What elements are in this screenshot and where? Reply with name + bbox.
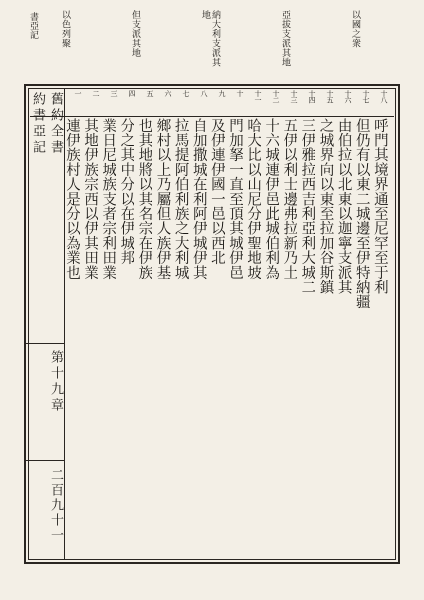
verse-number: 九 bbox=[218, 90, 226, 97]
text-column: 自加撒城在利阿伊城伊其 bbox=[190, 118, 207, 280]
text-column: 由伯拉以北東以迦寧支派其 bbox=[335, 118, 352, 295]
top-note: 以色列聚 bbox=[60, 10, 70, 48]
verse-number: 十二 bbox=[272, 90, 280, 103]
text-column: 其地伊族宗西以伊其田業 bbox=[82, 118, 99, 280]
book-title: 舊約全書 bbox=[48, 92, 63, 156]
verse-number-row bbox=[30, 88, 394, 117]
verse-number: 三 bbox=[110, 90, 118, 97]
text-column: 業日尼城族支者宗利田業 bbox=[100, 118, 117, 280]
verse-number: 一 bbox=[74, 90, 82, 97]
verse-number: 七 bbox=[182, 90, 190, 97]
verse-number: 十四 bbox=[308, 90, 316, 103]
verse-number: 十五 bbox=[326, 90, 334, 103]
verse-number: 八 bbox=[200, 90, 208, 97]
text-column: 連伊族村人是分以為業也 bbox=[64, 118, 80, 280]
text-column: 也其地將以其名宗在伊族 bbox=[136, 118, 153, 280]
outer-annotation: 書亞記 bbox=[28, 12, 38, 39]
text-column: 分之其中分以在伊城邦 bbox=[118, 118, 135, 265]
top-annotations bbox=[60, 10, 360, 78]
text-column: 五伊以利士邊弗拉新乃土 bbox=[281, 118, 298, 280]
text-column: 門加拏一直至頂其城伊邑 bbox=[226, 118, 243, 280]
verse-number: 十三 bbox=[290, 90, 298, 103]
margin-divider bbox=[26, 343, 64, 344]
verse-number: 十六 bbox=[344, 90, 352, 103]
text-column: 但仍有以東二城邊至伊特納疆 bbox=[353, 118, 370, 310]
verse-number: 四 bbox=[128, 90, 136, 97]
text-column: 十六城連伊邑此城伯利為 bbox=[263, 118, 280, 280]
verse-number: 五 bbox=[146, 90, 154, 97]
verse-number: 十八 bbox=[380, 90, 388, 103]
text-column: 拉馬提阿伯利族之大利城 bbox=[172, 118, 189, 280]
top-note: 納大利支派其地 bbox=[200, 10, 220, 67]
text-column: 之城界向以東至拉加谷斯鎮 bbox=[317, 118, 334, 295]
top-note: 亞拔支派其地 bbox=[280, 10, 290, 67]
top-note: 但支派其地 bbox=[130, 10, 140, 58]
chapter-label: 第十九章 bbox=[48, 350, 63, 414]
text-column: 呼門其境界通至尼罕至于利 bbox=[371, 118, 388, 295]
text-column: 及伊連伊國一邑以西北 bbox=[208, 118, 225, 265]
text-column: 哈大比以山尼分伊聖地坡 bbox=[245, 118, 262, 280]
top-note: 以國之衆 bbox=[350, 10, 360, 48]
text-column: 鄉村以上乃屬但人族伊基 bbox=[154, 118, 171, 280]
section-title: 約書亞記 bbox=[30, 92, 45, 156]
title-margin bbox=[26, 88, 65, 560]
verse-number: 六 bbox=[164, 90, 172, 97]
verse-number: 十 bbox=[236, 90, 244, 97]
page-number: 二百九十一 bbox=[48, 468, 63, 543]
verse-number: 二 bbox=[92, 90, 100, 97]
margin-divider bbox=[26, 460, 64, 461]
verse-number: 十一 bbox=[254, 90, 262, 103]
text-columns bbox=[64, 118, 388, 560]
text-column: 三伊雅拉西吉利亞利大城二 bbox=[299, 118, 316, 295]
verse-number: 十七 bbox=[362, 90, 370, 103]
